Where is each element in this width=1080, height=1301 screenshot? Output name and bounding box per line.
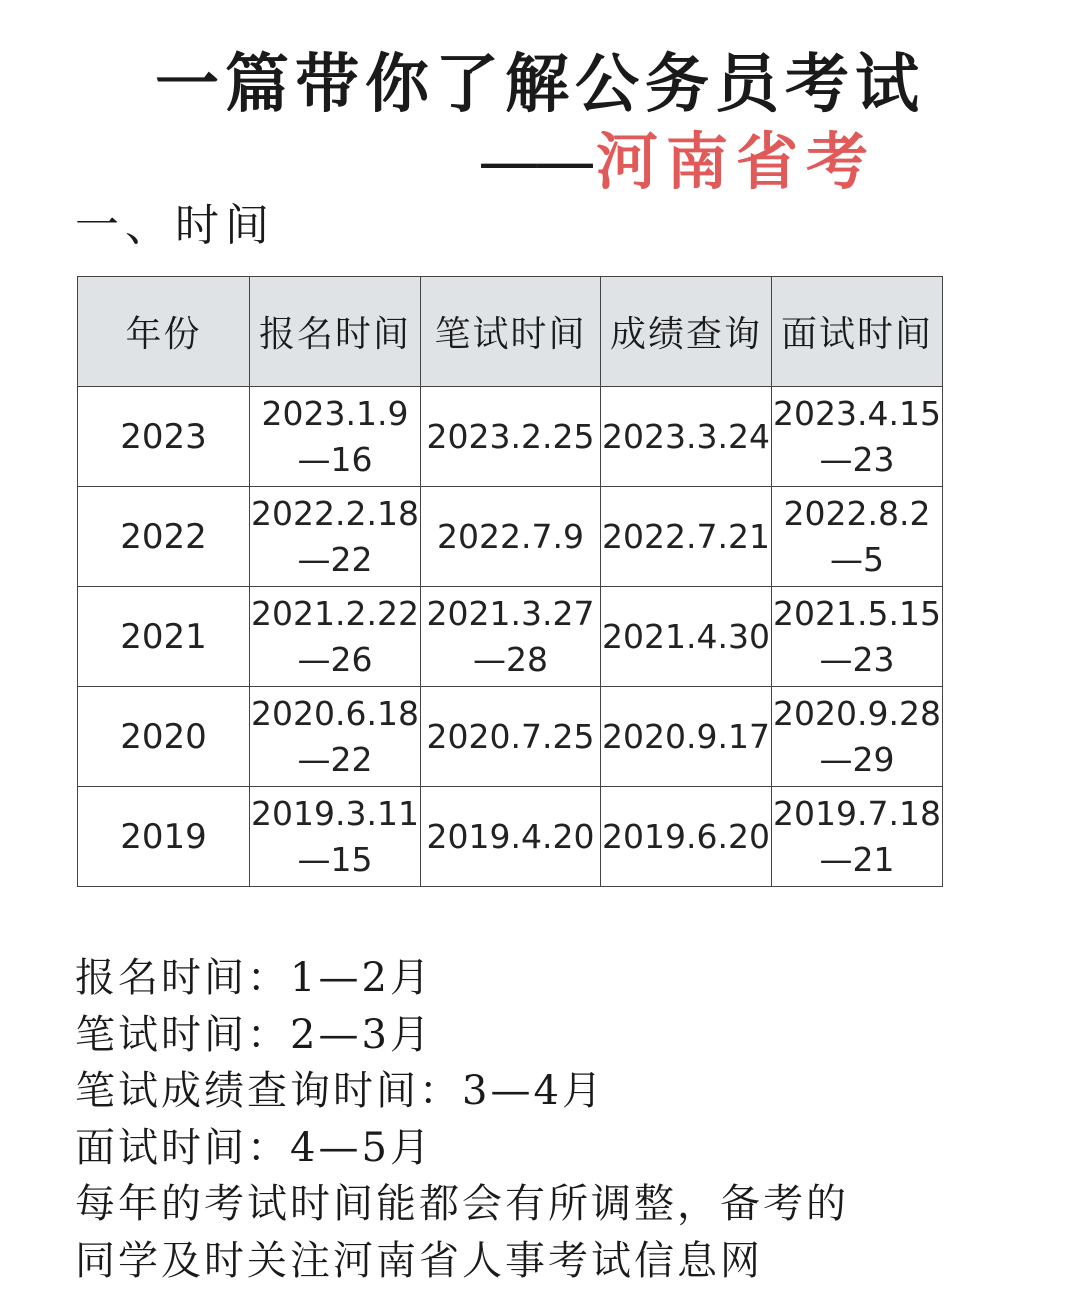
cell-text-line: 2019.3.11	[251, 793, 419, 833]
cell-text-line: 2020.9.28	[773, 693, 941, 733]
cell-text-line: —23	[819, 639, 895, 679]
cell-written	[421, 787, 601, 887]
cell-year: 2020	[78, 687, 250, 787]
note-line: 面试时间：4—5月	[75, 1124, 433, 1171]
cell-score	[601, 387, 772, 487]
cell-text-line: 2023.1.9	[261, 393, 409, 433]
note-line: 笔试时间：2—3月	[75, 1011, 433, 1058]
cell-text-line: 2022.8.2	[783, 493, 931, 533]
cell-score	[601, 587, 772, 687]
cell-year: 2023	[78, 387, 250, 487]
section-heading: 一、时间	[75, 200, 275, 251]
cell-text-line: 2023.4.15	[773, 393, 941, 433]
cell-text-line: —16	[297, 439, 373, 479]
header-interview: 面试时间	[772, 277, 943, 387]
cell-year: 2021	[78, 587, 250, 687]
cell-register	[250, 787, 421, 887]
header-year: 年份	[78, 277, 250, 387]
cell-text-line: —22	[297, 539, 373, 579]
cell-text-line: —29	[819, 739, 895, 779]
table-row	[78, 687, 943, 787]
cell-text-line: —23	[819, 439, 895, 479]
cell-score	[601, 787, 772, 887]
cell-written	[421, 487, 601, 587]
table-row	[78, 787, 943, 887]
cell-text-line: 2021.4.30	[602, 616, 770, 656]
cell-text-line: 2022.7.9	[437, 516, 584, 556]
cell-year: 2019	[78, 787, 250, 887]
header-score: 成绩查询	[601, 277, 772, 387]
cell-register	[250, 687, 421, 787]
cell-text-line: —15	[297, 839, 373, 879]
cell-text-line: 2023.2.25	[426, 416, 595, 456]
cell-register	[250, 587, 421, 687]
cell-interview	[772, 687, 943, 787]
cell-text-line: 2020.6.18	[251, 693, 419, 733]
cell-score	[601, 487, 772, 587]
subtitle-province: 河南省考	[596, 125, 877, 198]
notes-block	[75, 950, 849, 1289]
table-row	[78, 387, 943, 487]
cell-written	[421, 387, 601, 487]
exam-schedule-table	[77, 276, 943, 887]
header-register: 报名时间	[250, 277, 421, 387]
cell-text-line: 2020.7.25	[426, 716, 595, 756]
subtitle-dash: ——	[478, 125, 590, 198]
page-title: 一篇带你了解公务员考试	[155, 47, 925, 122]
cell-text-line: 2019.4.20	[426, 816, 595, 856]
cell-year: 2022	[78, 487, 250, 587]
cell-text-line: 2022.7.21	[602, 516, 770, 556]
page-subtitle	[478, 125, 877, 198]
cell-text-line: 2019.6.20	[602, 816, 770, 856]
cell-text-line: —5	[830, 539, 884, 579]
cell-written	[421, 587, 601, 687]
cell-score	[601, 687, 772, 787]
cell-interview	[772, 487, 943, 587]
note-line: 报名时间：1—2月	[75, 955, 433, 1001]
cell-interview	[772, 587, 943, 687]
header-written: 笔试时间	[421, 277, 601, 387]
table-header-row	[78, 277, 943, 387]
note-line: 笔试成绩查询时间：3—4月	[75, 1068, 605, 1114]
note-line: 每年的考试时间能都会有所调整，备考的	[75, 1181, 849, 1227]
cell-text-line: —22	[297, 739, 373, 779]
cell-text-line: —28	[473, 639, 548, 679]
cell-interview	[772, 387, 943, 487]
cell-interview	[772, 787, 943, 887]
cell-text-line: 2022.2.18	[251, 493, 419, 533]
table-body	[78, 387, 943, 887]
cell-text-line: 2021.2.22	[251, 593, 419, 633]
cell-text-line: 2023.3.24	[602, 416, 770, 456]
cell-text-line: 2021.3.27	[426, 593, 595, 633]
cell-text-line: —26	[297, 639, 373, 679]
cell-text-line: 2020.9.17	[602, 716, 770, 756]
note-line: 同学及时关注河南省人事考试信息网	[75, 1237, 763, 1284]
table-row	[78, 587, 943, 687]
cell-register	[250, 487, 421, 587]
cell-text-line: 2019.7.18	[773, 793, 941, 833]
table-row	[78, 487, 943, 587]
cell-text-line: —21	[819, 839, 895, 879]
cell-written	[421, 687, 601, 787]
cell-text-line: 2021.5.15	[773, 593, 941, 633]
cell-register	[250, 387, 421, 487]
